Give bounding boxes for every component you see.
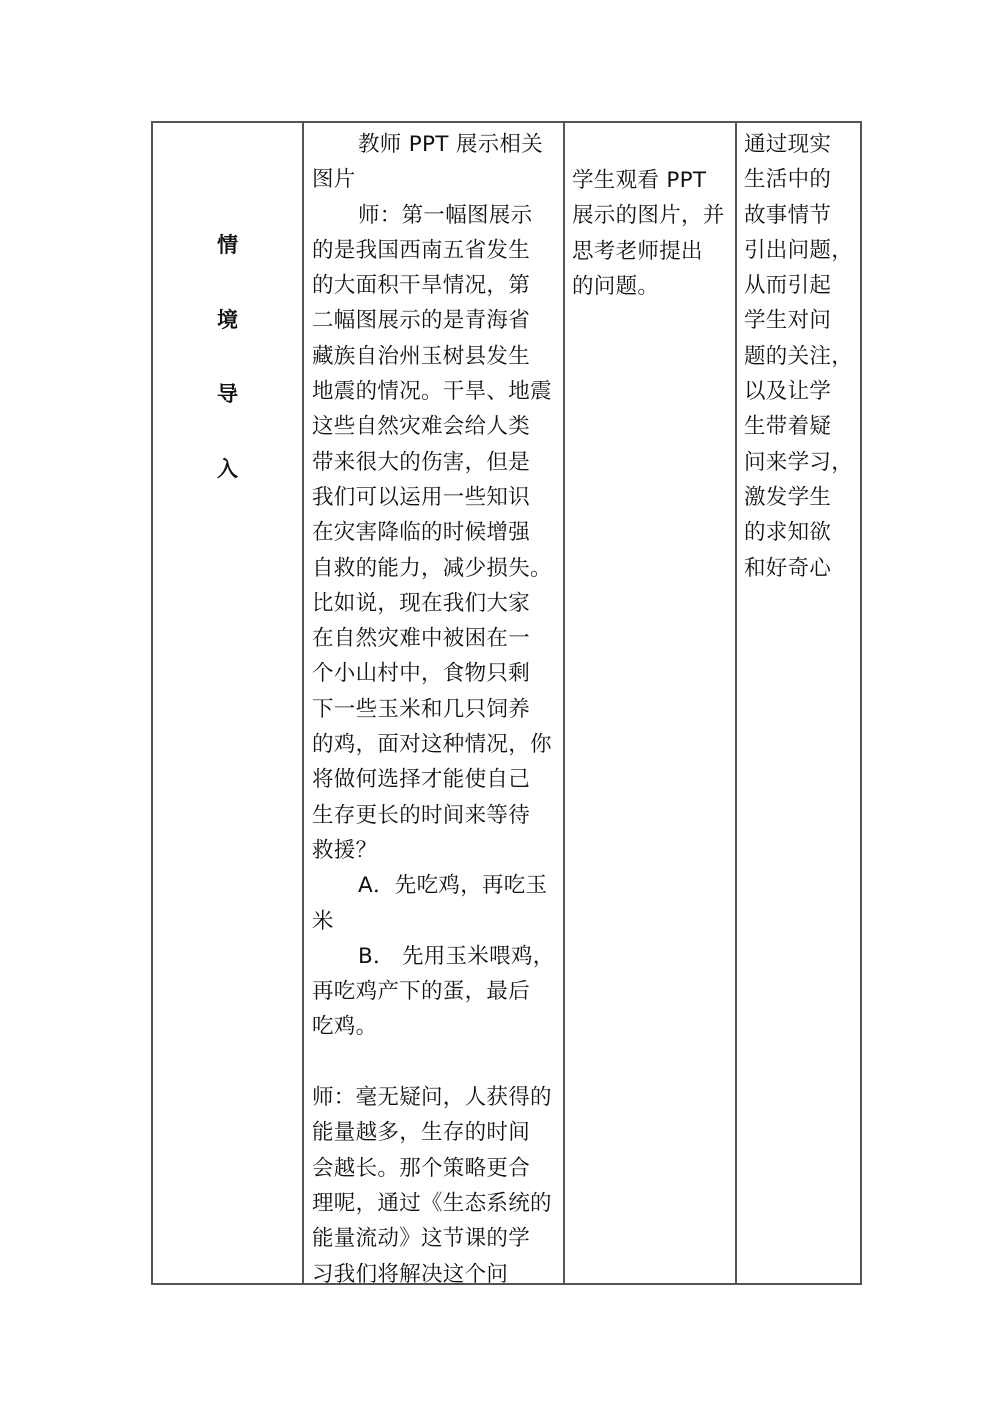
text-line: 引出问题， [744, 237, 854, 263]
option-b: B． 先用玉米喂鸡， [358, 943, 555, 969]
text-line: 生存更长的时间来等待 [312, 802, 531, 828]
text-line: 生活中的 [744, 167, 832, 193]
stage-char: 情 [217, 233, 238, 257]
design-intent-cell [737, 123, 862, 1283]
text-line: 问来学习， [744, 449, 854, 475]
text-line: 会越长。那个策略更合 [312, 1155, 531, 1181]
text-line: 米 [312, 908, 334, 934]
text-line: 救援？ [312, 837, 378, 863]
text-line: 故事情节 [744, 202, 832, 228]
text-line: 地震的情况。干旱、地震 [312, 379, 552, 405]
text-line: 再吃鸡产下的蛋，最后 [312, 979, 531, 1005]
text-line: 的大面积干旱情况，第 [312, 273, 531, 299]
text-line: 通过现实 [744, 132, 832, 157]
text-line: 自救的能力，减少损失。 [312, 555, 552, 581]
teacher-activity-cell [304, 123, 565, 1287]
stage-char: 入 [217, 457, 238, 481]
text-line: 学生观看 PPT [572, 168, 707, 193]
text-line: 这些自然灾难会给人类 [312, 414, 531, 440]
lesson-plan-table [151, 121, 862, 1285]
text-line: 图片 [312, 167, 356, 193]
option-a: A．先吃鸡，再吃玉 [358, 873, 548, 899]
text-line: 在灾害降临的时候增强 [312, 520, 531, 546]
text-line: 师：第一幅图展示 [358, 202, 533, 228]
text-line: 的鸡，面对这种情况，你 [312, 732, 552, 758]
text-line: 思考老师提出 [572, 238, 703, 264]
text-line: 以及让学 [744, 379, 832, 405]
text-line: 我们可以运用一些知识 [312, 484, 531, 510]
stage-cell [153, 123, 304, 1283]
text-line: 展示的图片，并 [572, 203, 725, 229]
text-line: 吃鸡。 [312, 1014, 378, 1040]
text-line: 学生对问 [744, 308, 832, 334]
text-line: 的求知欲 [744, 520, 832, 546]
text-line: 理呢，通过《生态系统的 [312, 1190, 552, 1216]
text-line: 师：毫无疑问，人获得的 [312, 1085, 552, 1111]
text-line: 能量流动》这节课的学 [312, 1226, 531, 1252]
student-activity-cell [565, 123, 737, 1283]
text-line: 藏族自治州玉树县发生 [312, 343, 531, 369]
text-line: 个小山村中，食物只剩 [312, 661, 531, 687]
text-line: 题的关注， [744, 343, 854, 369]
text-line: 在自然灾难中被困在一 [312, 626, 531, 652]
text-line: 从而引起 [744, 273, 832, 299]
text-line: 的是我国西南五省发生 [312, 237, 531, 263]
text-line: 激发学生 [744, 484, 832, 510]
blank-line [312, 1045, 555, 1080]
stage-char: 境 [217, 308, 238, 332]
text-line: 下一些玉米和几只饲养 [312, 696, 531, 722]
text-line: 能量越多，生存的时间 [312, 1120, 531, 1146]
text-line: 的问题。 [572, 273, 660, 299]
text-line: 带来很大的伤害，但是 [312, 449, 531, 475]
text-line: 二幅图展示的是青海省 [312, 308, 531, 334]
text-line: 习我们将解决这个问 [312, 1261, 509, 1287]
text-line: 将做何选择才能使自己 [312, 767, 531, 793]
stage-char: 导 [217, 382, 238, 406]
text-line: 和好奇心 [744, 555, 832, 581]
text-line: 生带着疑 [744, 414, 832, 440]
text-line: 教师 PPT 展示相关 [358, 132, 544, 157]
text-line: 比如说，现在我们大家 [312, 590, 531, 616]
